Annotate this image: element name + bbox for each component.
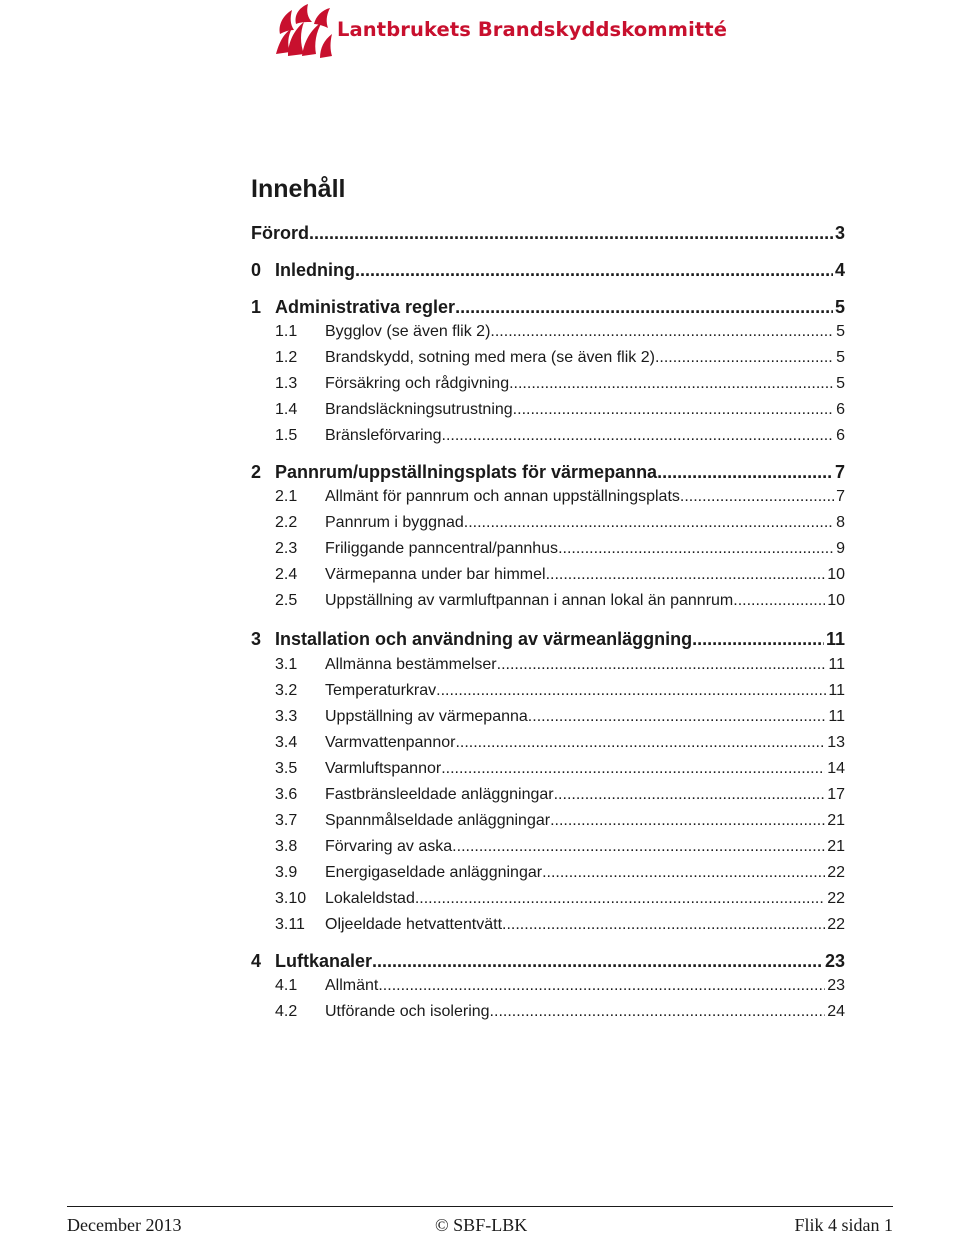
toc-chapter-entry[interactable] xyxy=(251,223,845,244)
toc-section-entry[interactable] xyxy=(275,890,845,908)
toc-entry-title: Varmvattenpannor xyxy=(325,734,456,751)
toc-dot-leader xyxy=(464,514,834,532)
toc-entry-number: 3.3 xyxy=(275,708,298,725)
toc-entry-page: 14 xyxy=(827,760,845,777)
toc-section-entry[interactable] xyxy=(275,592,845,610)
toc-section-entry[interactable] xyxy=(275,708,845,726)
toc-entry-title: Försäkring och rådgivning xyxy=(325,375,510,392)
toc-dot-leader xyxy=(655,349,834,367)
toc-section-entry[interactable] xyxy=(275,540,845,558)
toc-dot-leader xyxy=(372,951,823,972)
toc-section-entry[interactable] xyxy=(275,514,845,532)
toc-dot-leader xyxy=(680,488,834,506)
footer-divider xyxy=(67,1206,893,1207)
toc-entry-number: 1.3 xyxy=(275,375,298,392)
toc-dot-leader xyxy=(441,760,825,778)
toc-entry-number: 4 xyxy=(251,951,262,971)
toc-entry-title: Varmluftspannor xyxy=(325,760,442,777)
toc-entry-number: 2.3 xyxy=(275,540,298,557)
toc-dot-leader xyxy=(554,786,826,804)
toc-dot-leader xyxy=(657,462,833,483)
toc-entry-number: 4.2 xyxy=(275,1003,298,1020)
toc-entry-number: 1.1 xyxy=(275,323,298,340)
toc-entry-title: Temperaturkrav xyxy=(325,682,437,699)
toc-section-entry[interactable] xyxy=(275,566,845,584)
toc-entry-page: 11 xyxy=(828,708,845,725)
toc-entry-title: Uppställning av varmluftpannan i annan lokal än pannrum xyxy=(325,592,734,609)
toc-entry-title: Uppställning av värmepanna xyxy=(325,708,528,725)
toc-chapter-entry[interactable] xyxy=(251,629,845,650)
toc-section-entry[interactable] xyxy=(275,427,845,445)
toc-entry-page: 21 xyxy=(827,838,845,855)
toc-entry-title: Energigaseldade anläggningar xyxy=(325,864,543,881)
toc-entry-title: Oljeeldade hetvattentvätt xyxy=(325,916,503,933)
toc-dot-leader xyxy=(490,1003,826,1021)
toc-entry-page: 21 xyxy=(827,812,845,829)
toc-entry-title: Förvaring av aska xyxy=(325,838,453,855)
toc-section-entry[interactable] xyxy=(275,375,845,393)
toc-entry-page: 23 xyxy=(824,951,845,971)
toc-entry-page: 22 xyxy=(827,890,845,907)
toc-dot-leader xyxy=(452,838,825,856)
toc-entry-title: Spannmålseldade anläggningar xyxy=(325,812,551,829)
toc-entry-number: 1.2 xyxy=(275,349,298,366)
toc-entry-page: 13 xyxy=(827,734,845,751)
toc-entry-title: Bygglov (se även flik 2) xyxy=(325,323,491,340)
toc-dot-leader xyxy=(455,734,825,752)
toc-section-entry[interactable] xyxy=(275,838,845,856)
toc-entry-title: Friliggande panncentral/pannhus xyxy=(325,540,559,557)
toc-entry-title: Installation och användning av värmeanläggning xyxy=(275,629,693,649)
toc-entry-title: Brandsläckningsutrustning xyxy=(325,401,513,418)
toc-section-entry[interactable] xyxy=(275,682,845,700)
toc-entry-page: 10 xyxy=(827,592,845,609)
toc-entry-number: 0 xyxy=(251,260,262,280)
toc-section-entry[interactable] xyxy=(275,1003,845,1021)
toc-chapter-entry[interactable] xyxy=(251,297,845,318)
toc-entry-page: 5 xyxy=(836,323,845,340)
toc-entry-title: Bränsleförvaring xyxy=(325,427,442,444)
toc-entry-number: 2.2 xyxy=(275,514,298,531)
toc-entry-number: 3.8 xyxy=(275,838,298,855)
page-title: Innehåll xyxy=(251,175,346,203)
toc-entry-number: 3.10 xyxy=(275,890,307,907)
toc-entry-page: 9 xyxy=(836,540,845,557)
toc-section-entry[interactable] xyxy=(275,812,845,830)
toc-dot-leader xyxy=(542,864,825,882)
toc-entry-page: 5 xyxy=(834,297,845,317)
toc-dot-leader xyxy=(509,375,834,393)
toc-entry-title: Värmepanna under bar himmel xyxy=(325,566,546,583)
toc-dot-leader xyxy=(436,682,826,700)
footer-copyright: © SBF-LBK xyxy=(435,1215,528,1235)
toc-dot-leader xyxy=(558,540,834,558)
toc-chapter-entry[interactable] xyxy=(251,462,845,483)
toc-dot-leader xyxy=(692,629,824,650)
toc-entry-number: 2 xyxy=(251,462,262,482)
toc-section-entry[interactable] xyxy=(275,864,845,882)
toc-entry-page: 4 xyxy=(834,260,845,280)
toc-entry-title: Fastbränsleeldade anläggningar xyxy=(325,786,554,803)
toc-entry-title: Allmänt xyxy=(325,977,379,994)
toc-entry-page: 11 xyxy=(825,629,845,649)
toc-entry-page: 7 xyxy=(836,488,845,505)
toc-entry-number: 2.5 xyxy=(275,592,298,609)
toc-section-entry[interactable] xyxy=(275,760,845,778)
toc-dot-leader xyxy=(378,977,825,995)
toc-dot-leader xyxy=(733,592,825,610)
toc-chapter-entry[interactable] xyxy=(251,951,845,972)
toc-entry-number: 1.5 xyxy=(275,427,298,444)
toc-entry-title: Allmänt för pannrum och annan uppställningsplats xyxy=(325,488,680,505)
toc-section-entry[interactable] xyxy=(275,656,845,674)
toc-section-entry[interactable] xyxy=(275,916,845,934)
toc-entry-page: 11 xyxy=(828,682,845,699)
toc-entry-title: Förord xyxy=(251,223,309,243)
toc-dot-leader xyxy=(550,812,825,830)
toc-entry-page: 7 xyxy=(834,462,845,482)
toc-chapter-entry[interactable] xyxy=(251,260,845,281)
toc-entry-page: 24 xyxy=(827,1003,845,1020)
toc-entry-number: 2.4 xyxy=(275,566,298,583)
footer-page-label: Flik 4 sidan 1 xyxy=(794,1215,893,1235)
toc-dot-leader xyxy=(502,916,825,934)
toc-section-entry[interactable] xyxy=(275,734,845,752)
toc-section-entry[interactable] xyxy=(275,401,845,419)
toc-entry-page: 6 xyxy=(836,427,845,444)
toc-section-entry[interactable] xyxy=(275,349,845,367)
toc-entry-number: 3.9 xyxy=(275,864,298,881)
toc-section-entry[interactable] xyxy=(275,977,845,995)
toc-dot-leader xyxy=(513,401,834,419)
toc-entry-title: Pannrum i byggnad xyxy=(325,514,464,531)
footer-date: December 2013 xyxy=(67,1215,182,1235)
toc-entry-number: 1 xyxy=(251,297,262,317)
toc-entry-number: 3.11 xyxy=(275,916,305,933)
toc-entry-number: 3.6 xyxy=(275,786,298,803)
toc-entry-number: 3.2 xyxy=(275,682,298,699)
toc-section-entry[interactable] xyxy=(275,786,845,804)
toc-entry-title: Lokaleldstad xyxy=(325,890,415,907)
toc-entry-number: 3.5 xyxy=(275,760,298,777)
toc-entry-number: 3.1 xyxy=(275,656,298,673)
toc-section-entry[interactable] xyxy=(275,488,845,506)
toc-entry-page: 22 xyxy=(827,916,845,933)
toc-entry-number: 1.4 xyxy=(275,401,298,418)
toc-entry-page: 17 xyxy=(827,786,845,803)
toc-entry-title: Pannrum/uppställningsplats för värmepanna xyxy=(275,462,658,482)
toc-entry-page: 6 xyxy=(836,401,845,418)
toc-dot-leader xyxy=(546,566,826,584)
toc-dot-leader xyxy=(490,323,834,341)
toc-entry-page: 3 xyxy=(834,223,845,243)
toc-section-entry[interactable] xyxy=(275,323,845,341)
toc-entry-title: Inledning xyxy=(275,260,355,280)
toc-dot-leader xyxy=(415,890,825,908)
toc-entry-number: 3 xyxy=(251,629,262,649)
toc-entry-title: Administrativa regler xyxy=(275,297,456,317)
toc-entry-page: 23 xyxy=(827,977,845,994)
toc-entry-page: 11 xyxy=(828,656,845,673)
toc-dot-leader xyxy=(497,656,827,674)
toc-entry-title: Allmänna bestämmelser xyxy=(325,656,497,673)
toc-entry-number: 3.7 xyxy=(275,812,298,829)
toc-entry-number: 3.4 xyxy=(275,734,298,751)
toc-dot-leader xyxy=(442,427,835,445)
toc-entry-page: 8 xyxy=(836,514,845,531)
toc-entry-number: 4.1 xyxy=(275,977,298,994)
toc-entry-page: 5 xyxy=(836,349,845,366)
toc-dot-leader xyxy=(528,708,827,726)
toc-entry-page: 10 xyxy=(827,566,845,583)
toc-entry-title: Brandskydd, sotning med mera (se även flik 2) xyxy=(325,349,655,366)
organization-name: Lantbrukets Brandskyddskommitté xyxy=(337,17,728,41)
toc-entry-page: 22 xyxy=(827,864,845,881)
toc-entry-title: Utförande och isolering xyxy=(325,1003,490,1020)
toc-dot-leader xyxy=(455,297,833,318)
toc-dot-leader xyxy=(309,223,833,244)
toc-dot-leader xyxy=(355,260,833,281)
toc-entry-number: 2.1 xyxy=(275,488,298,505)
toc-entry-page: 5 xyxy=(836,375,845,392)
toc-entry-title: Luftkanaler xyxy=(275,951,373,971)
